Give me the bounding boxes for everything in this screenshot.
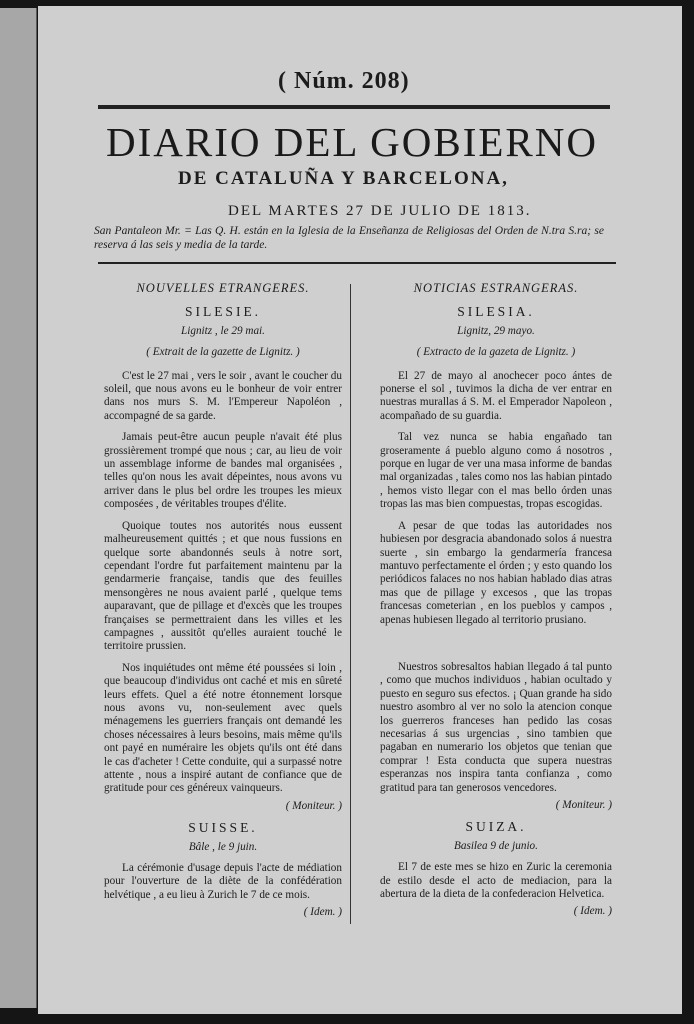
article-paragraph: C'est le 27 mai , vers le soir , avant le coucher du soleil, que nous avons eu le bonheur de voir entrer dans nos murs S. M. l'Empereur Napoléon , accompagné de sa garde. [104, 369, 342, 422]
issue-number: ( Núm. 208) [278, 68, 410, 94]
article-paragraph: El 7 de este mes se hizo en Zuric la ceremonia de estilo desde el acto de mediacion, para la abertura de la dieta de la confederacion Helvetica. [380, 861, 612, 901]
source-note: ( Extracto de la gazeta de Lignitz. ) [416, 346, 576, 359]
newspaper-subtitle: DE CATALUÑA Y BARCELONA, [178, 168, 509, 189]
dateline: Basilea 9 de junio. [454, 839, 538, 852]
article-paragraph: A pesar de que todas las autoridades nos hubiesen por desgracia abandonado solos á nuestra suerte , sin embargo la gendarmería francesa mantuvo perfectamente el órden ; y esto quando los periódicos falaces no nos habian hablado dias atras mas que de pillage y excesos , que las tropas francesas cometerian , en los pueblos y campos , apenas hubiesen llegado al territorio prusiano. [380, 519, 612, 626]
spanish-column [380, 282, 612, 927]
french-column [104, 282, 342, 928]
section-heading: NOTICIAS ESTRANGERAS. [413, 281, 579, 295]
source-credit: ( Moniteur. ) [285, 799, 342, 812]
religious-notice: San Pantaleon Mr. = Las Q. H. están en la Iglesia de la Enseñanza de Religiosas del Orden de N.tra S.ra; se reserva á las seis y media de la tarde. [94, 225, 604, 251]
article-paragraph: Jamais peut-être aucun peuple n'avait été plus grossièrement trompé que nous ; car, au lieu de voir un assemblage informe de bandes mal organisées , telles qu'on nous les avait dépeintes, nous avons vu arriver dans le plus bel ordre les troupes les mieux composées , de véritables troupes d'élite. [104, 431, 342, 511]
section-heading: NOUVELLES ETRANGERES. [136, 281, 310, 295]
issue-date: DEL MARTES 27 DE JULIO DE 1813. [228, 203, 532, 219]
source-credit: ( Idem. ) [303, 906, 342, 919]
country-heading: SUISSE. [188, 820, 258, 836]
source-credit: ( Idem. ) [573, 905, 612, 918]
country-heading: SUIZA. [465, 819, 527, 835]
country-heading: SILESIA. [457, 304, 535, 320]
header-double-rule [98, 105, 610, 109]
header-rule [98, 262, 616, 265]
article-paragraph: Quoique toutes nos autorités nous eussent malheureusement quittés ; et que nous fussions en quelque sorte abandonnés seuls à notre sort, cependant l'ordre fut parfaitement maintenu par la gendarmerie française, tandis que des feuilles mensongères ne nous avaient parlé , quelque tems auparavant, que de pillage et d'excès que les troupes françaises se permettraient dans les villes et les campagnes , aussitôt qu'elles auraient touché le territoire prussien. [104, 519, 342, 653]
article-paragraph: Nos inquiétudes ont même été poussées si loin , que beaucoup d'individus ont caché et mis en sûreté leurs effets. Quel a été notre étonnement lorsque nous avons vu, non-seulement avec quels ménagemens les guerriers français ont demandé les choses nécessaires à leurs besoins, mais même qu'ils ont payé en numéraire les objets qu'ils ont été dans le cas d'acheter ! Cette conduite, qui a surpassé notre attente , nous a inspiré autant de confiance que de gratitude pour ces généreux vainqueurs. [104, 661, 342, 795]
dateline: Lignitz , le 29 mai. [181, 324, 265, 337]
country-heading: SILESIE. [184, 304, 262, 320]
paragraph-gap [380, 635, 612, 661]
article-paragraph: Nuestros sobresaltos habian llegado á tal punto , como que muchos individuos , habian ocultado y puesto en seguro sus efectos. ¡ Quan grande ha sido nuestro asombro al ver no solo la atencion conque los guerreros franceses han pedido las cosas necesarias á sus urgencias , sino tambien que pagaban en numerario los objetos que tenian que comprar ! Esta conducta que supera nuestras esperanzas nos inspira tanta confianza , como gratitud para tan generosos vencedores. [380, 660, 612, 794]
newspaper-page [38, 6, 682, 1014]
article-paragraph: La cérémonie d'usage depuis l'acte de médiation pour l'ouverture de la diète de la confédération helvétique , a eu lieu à Zurich le 7 de ce mois. [104, 862, 342, 901]
source-credit: ( Moniteur. ) [555, 799, 612, 811]
dateline: Lignitz, 29 mayo. [457, 324, 535, 337]
source-note: ( Extrait de la gazette de Lignitz. ) [146, 346, 300, 359]
article-paragraph: Tal vez nunca se habia engañado tan groseramente á pueblo alguno como á nosotros , porque en lugar de ver una masa informe de bandas mal organizadas , tales como nos las habian pintado , hemos visto llegar con el mas bello órden unas tropas las mas bien compuestas, tropas escogidas. [380, 431, 612, 511]
newspaper-title: DIARIO DEL GOBIERNO [106, 119, 598, 165]
dateline: Bâle , le 9 juin. [188, 840, 258, 853]
column-divider [350, 284, 351, 924]
article-paragraph: El 27 de mayo al anochecer poco ántes de ponerse el sol , tuvimos la dicha de ver entrar en nuestras murallas á S. M. el Emperador Napoleon , acompañado de su guardia. [380, 369, 612, 422]
book-spine-left-page [0, 8, 37, 1008]
